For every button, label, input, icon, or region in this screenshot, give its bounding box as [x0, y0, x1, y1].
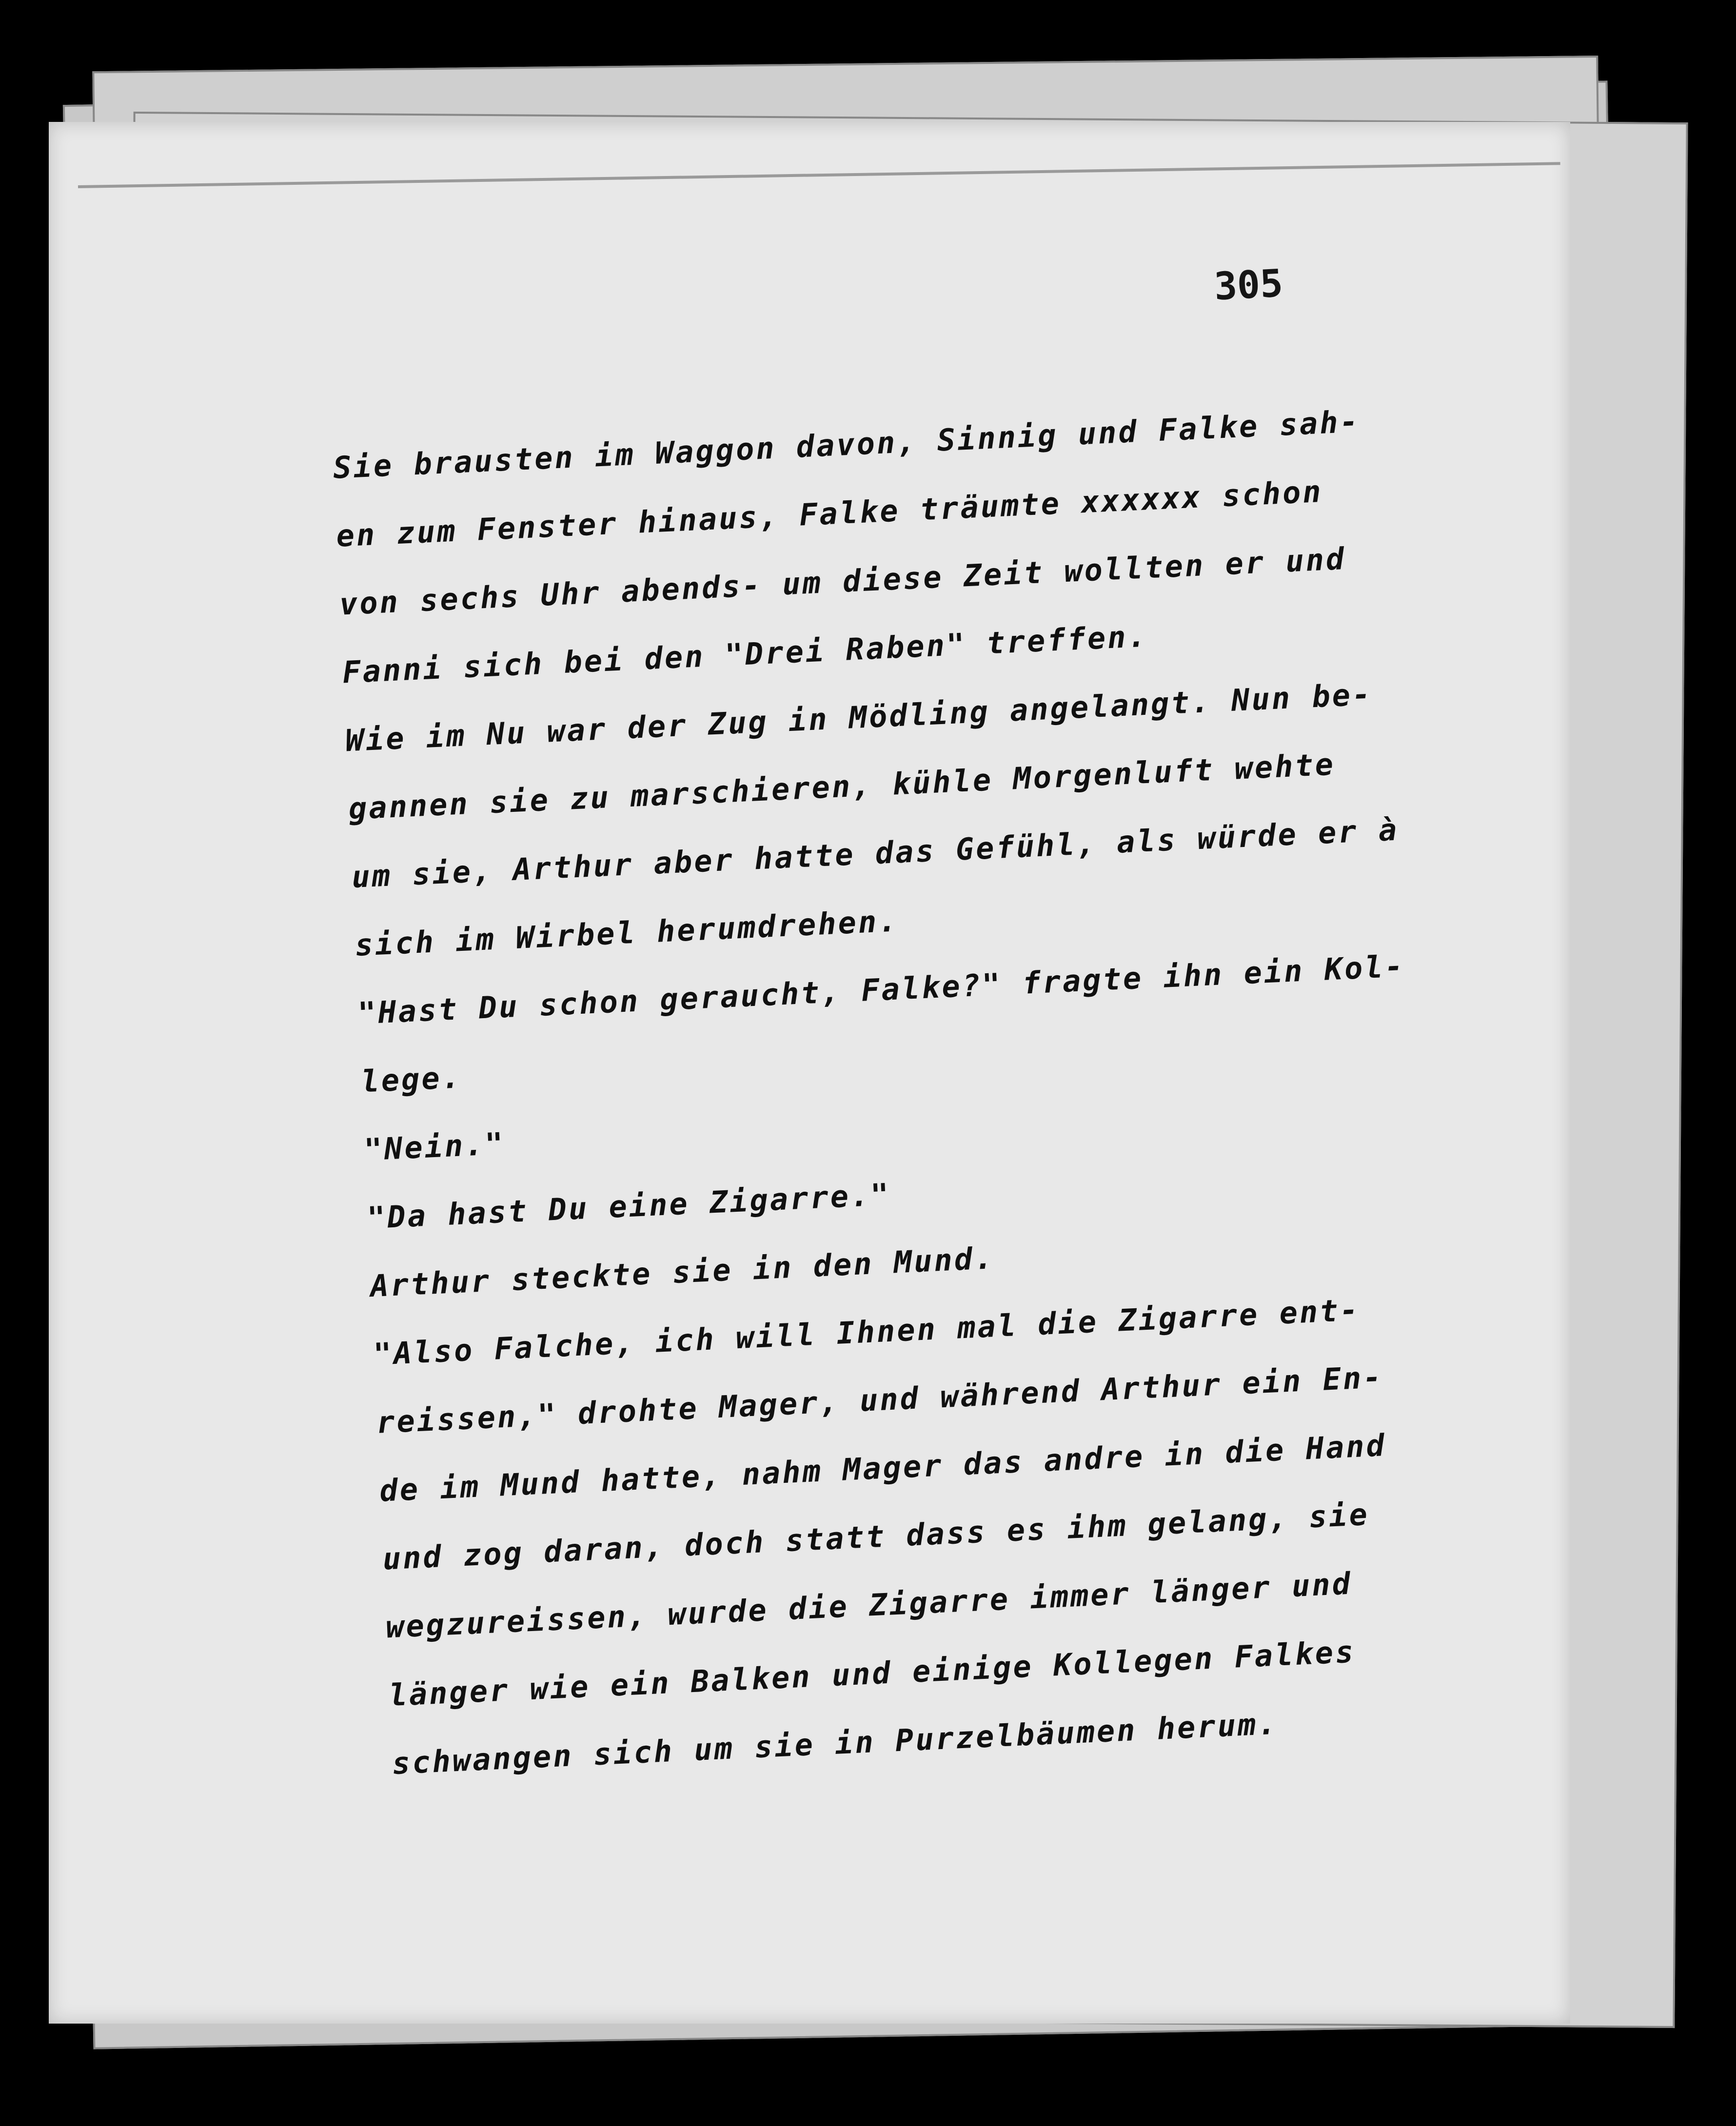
text-line: "Da hast Du eine Zigarre." — [366, 1176, 892, 1236]
text-line: Wie im Nu war der Zug in Mödling angelangt. Nun be- — [344, 676, 1373, 759]
text-line: Sie brausten im Waggon davon, Sinnig und Falke sah- — [332, 403, 1361, 486]
text-line: lege. — [360, 1059, 463, 1100]
text-line: schwangen sich um sie in Purzelbäumen herum. — [391, 1705, 1279, 1782]
typed-text-block — [332, 379, 1611, 1798]
text-line: von sechs Uhr abends- um diese Zeit wollten er und — [338, 540, 1347, 622]
text-line: reissen," drohte Mager, und während Arthur ein En- — [375, 1359, 1384, 1440]
text-line: de im Mund hatte, nahm Mager das andre in die Hand — [378, 1427, 1387, 1509]
text-line: wegzureissen, wurde die Zigarre immer länger und — [385, 1565, 1353, 1645]
text-line: Fanni sich bei den "Drei Raben" treffen. — [341, 618, 1149, 690]
text-line: und zog daran, doch statt dass es ihm gelang, sie — [382, 1496, 1370, 1577]
text-line: "Also Falche, ich will Ihnen mal die Zigarre ent- — [373, 1292, 1361, 1373]
text-line: Arthur steckte sie in den Mund. — [369, 1240, 995, 1304]
text-line: um sie, Arthur aber hatte das Gefühl, als würde er à — [351, 811, 1400, 895]
page-number: 305 — [1213, 261, 1284, 309]
text-line: "Nein." — [363, 1125, 506, 1168]
text-line: länger wie ein Balken und einige Kollegen Falkes — [388, 1634, 1356, 1713]
text-line: sich im Wirbel herumdrehen. — [354, 903, 899, 963]
text-line: "Hast Du schon geraucht, Falke?" fragte ihn ein Kol- — [357, 948, 1406, 1031]
text-line: gannen sie zu marschieren, kühle Morgenluft wehte — [348, 746, 1336, 827]
text-line: en zum Fenster hinaus, Falke träumte xxxxxx schon — [335, 473, 1324, 554]
